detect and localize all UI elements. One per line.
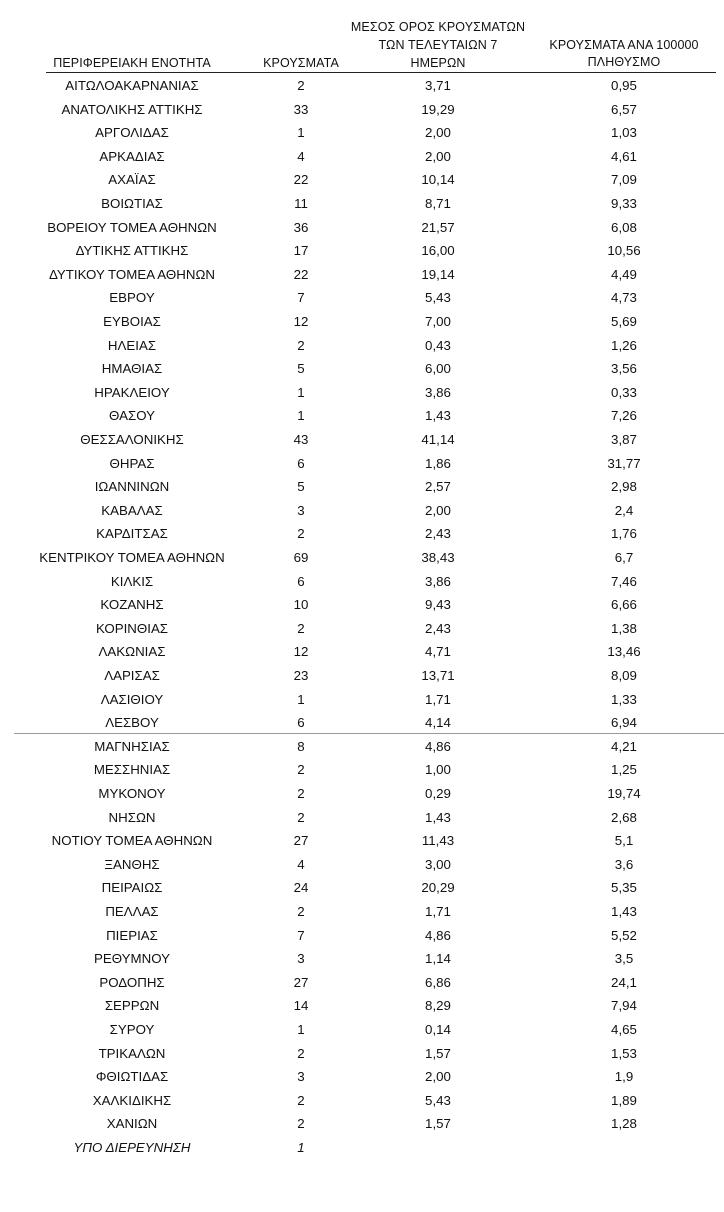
table-row xyxy=(0,546,724,569)
table-row xyxy=(0,570,724,593)
cell-region: ΗΛΕΙΑΣ xyxy=(107,337,157,353)
cell-region: ΛΑΣΙΘΙΟΥ xyxy=(100,691,164,707)
cell-avg7: 5,43 xyxy=(425,290,451,306)
cell-avg7: 6,00 xyxy=(425,361,451,377)
cell-per100k: 3,56 xyxy=(611,361,637,377)
table-row xyxy=(0,428,724,451)
cell-cases: 27 xyxy=(293,974,309,990)
cell-region: ΕΒΡΟΥ xyxy=(109,290,155,306)
cell-region: ΛΑΡΙΣΑΣ xyxy=(104,668,160,683)
cell-per100k: 9,33 xyxy=(611,196,637,211)
cell-region: ΒΟΡΕΙΟΥ ΤΟΜΕΑ ΑΘΗΝΩΝ xyxy=(47,219,217,235)
cell-per100k: 4,65 xyxy=(611,1022,637,1037)
cell-avg7: 3,86 xyxy=(425,384,451,400)
cell-region: ΑΧΑΪΑΣ xyxy=(108,172,156,188)
cell-cases: 2 xyxy=(297,1045,305,1061)
cell-per100k: 6,94 xyxy=(611,715,637,731)
header-avg7-line1: ΜΕΣΟΣ ΟΡΟΣ ΚΡΟΥΣΜΑΤΩΝ xyxy=(350,20,526,34)
cell-per100k: 3,5 xyxy=(614,951,634,967)
cell-cases: 14 xyxy=(293,998,309,1014)
cell-region: ΝΗΣΩΝ xyxy=(108,809,156,825)
cell-cases: 7 xyxy=(297,927,305,943)
cell-region: ΙΩΑΝΝΙΝΩΝ xyxy=(94,479,170,495)
cell-per100k: 7,26 xyxy=(611,408,637,424)
cell-region: ΡΟΔΟΠΗΣ xyxy=(99,974,165,990)
table-row xyxy=(0,334,724,357)
cell-cases: 22 xyxy=(293,266,309,282)
cell-avg7: 38,43 xyxy=(421,550,455,565)
cell-region: ΜΑΓΝΗΣΙΑΣ xyxy=(94,738,170,754)
table-row xyxy=(0,782,724,805)
table-row xyxy=(0,876,724,899)
cell-per100k: 4,49 xyxy=(611,266,637,282)
cell-region: ΑΝΑΤΟΛΙΚΗΣ ΑΤΤΙΚΗΣ xyxy=(61,101,203,117)
cell-region: ΛΑΚΩΝΙΑΣ xyxy=(98,644,166,660)
cell-avg7: 2,00 xyxy=(425,148,451,164)
cell-region: ΠΕΛΛΑΣ xyxy=(105,904,159,919)
cell-region: ΝΟΤΙΟΥ ΤΟΜΕΑ ΑΘΗΝΩΝ xyxy=(51,833,213,849)
cell-per100k: 0,95 xyxy=(611,78,637,93)
table-row xyxy=(0,593,724,616)
cell-cases: 3 xyxy=(297,1069,305,1085)
cell-cases: 2 xyxy=(297,78,305,93)
table-row xyxy=(0,286,724,309)
header-per100k-line1: ΚΡΟΥΣΜΑΤΑ ΑΝΑ 100000 xyxy=(549,38,699,52)
cell-region: ΠΙΕΡΙΑΣ xyxy=(106,927,158,943)
cell-avg7: 1,57 xyxy=(425,1116,451,1132)
cell-cases: 22 xyxy=(293,172,309,188)
cell-cases: 2 xyxy=(297,1116,305,1132)
cell-region: ΚΑΡΔΙΤΣΑΣ xyxy=(96,526,168,542)
cell-per100k: 0,33 xyxy=(611,384,637,400)
cell-avg7: 4,86 xyxy=(425,927,451,943)
cell-avg7: 0,43 xyxy=(425,337,451,353)
cell-avg7: 1,57 xyxy=(425,1045,451,1061)
table-row xyxy=(0,829,724,852)
cell-avg7: 0,14 xyxy=(425,1022,451,1037)
table-row xyxy=(0,711,724,734)
cell-cases: 3 xyxy=(297,951,305,967)
header-avg7-line2: ΤΩΝ ΤΕΛΕΥΤΑΙΩΝ 7 xyxy=(378,38,498,52)
table-row xyxy=(0,758,724,781)
cell-per100k: 4,73 xyxy=(611,290,637,306)
cell-avg7: 2,43 xyxy=(425,526,451,542)
cell-region: ΦΘΙΩΤΙΔΑΣ xyxy=(95,1069,169,1085)
cell-region: ΞΑΝΘΗΣ xyxy=(104,856,160,872)
cell-avg7: 21,57 xyxy=(421,219,455,235)
cell-region: ΚΙΛΚΙΣ xyxy=(110,573,154,589)
table-row xyxy=(0,1089,724,1112)
cell-per100k: 6,08 xyxy=(611,219,637,235)
cell-cases: 5 xyxy=(297,361,305,377)
cell-region: ΘΑΣΟΥ xyxy=(109,408,155,424)
header-avg7-line3: ΗΜΕΡΩΝ xyxy=(410,56,466,70)
table-row xyxy=(0,900,724,923)
cell-avg7: 8,29 xyxy=(425,998,451,1014)
table-row xyxy=(0,640,724,663)
cell-per100k: 5,1 xyxy=(614,833,634,849)
table-row xyxy=(0,688,724,711)
cell-cases: 33 xyxy=(293,101,309,117)
cell-cases: 1 xyxy=(297,408,305,424)
cell-region: ΔΥΤΙΚΗΣ ΑΤΤΙΚΗΣ xyxy=(75,243,189,259)
cell-region: ΑΡΚΑΔΙΑΣ xyxy=(99,148,165,164)
cell-per100k: 1,76 xyxy=(611,526,637,542)
cell-per100k: 1,38 xyxy=(611,620,637,636)
table-row xyxy=(0,216,724,239)
cell-cases: 2 xyxy=(297,1092,305,1108)
cell-cases: 23 xyxy=(293,668,309,683)
cell-cases: 2 xyxy=(297,762,305,778)
cell-avg7: 2,00 xyxy=(425,1069,451,1085)
cell-region: ΗΜΑΘΙΑΣ xyxy=(101,361,163,377)
cell-per100k: 1,9 xyxy=(614,1069,634,1085)
cell-region: ΒΟΙΩΤΙΑΣ xyxy=(101,196,163,211)
table-row xyxy=(0,994,724,1017)
cell-cases: 1 xyxy=(297,125,305,141)
cell-cases: 6 xyxy=(297,455,305,471)
cell-per100k: 1,53 xyxy=(611,1045,637,1061)
cell-cases: 4 xyxy=(297,856,305,872)
cell-region: ΥΠΟ ΔΙΕΡΕΥΝΗΣΗ xyxy=(73,1140,191,1155)
cell-avg7: 41,14 xyxy=(421,432,455,447)
header-region: ΠΕΡΙΦΕΡΕΙΑΚΗ ΕΝΟΤΗΤΑ xyxy=(53,56,211,70)
table-row xyxy=(0,357,724,380)
table-row xyxy=(0,735,724,758)
cell-avg7: 16,00 xyxy=(421,243,455,259)
cell-region: ΑΡΓΟΛΙΔΑΣ xyxy=(95,125,169,141)
cell-cases: 1 xyxy=(297,384,305,400)
cell-region: ΚΟΖΑΝΗΣ xyxy=(100,597,164,613)
table-row xyxy=(0,924,724,947)
cell-per100k: 5,69 xyxy=(611,314,637,329)
cell-region: ΠΕΙΡΑΙΩΣ xyxy=(101,880,163,896)
cell-cases: 5 xyxy=(297,479,305,495)
header-per100k-line2: ΠΛΗΘΥΣΜΟ xyxy=(587,55,661,69)
cell-per100k: 1,33 xyxy=(611,691,637,707)
table-row xyxy=(0,1018,724,1041)
cell-avg7: 0,29 xyxy=(425,786,451,801)
cell-cases: 7 xyxy=(297,290,305,306)
cell-avg7: 4,14 xyxy=(425,715,451,731)
table-row xyxy=(0,1065,724,1088)
table-row xyxy=(0,310,724,333)
cell-per100k: 1,26 xyxy=(611,337,637,353)
cell-avg7: 3,71 xyxy=(425,78,451,93)
table-row xyxy=(0,1042,724,1065)
table-row xyxy=(0,664,724,687)
cell-region: ΚΟΡΙΝΘΙΑΣ xyxy=(95,620,169,636)
cell-region: ΕΥΒΟΙΑΣ xyxy=(103,314,161,329)
table-row xyxy=(0,853,724,876)
cell-cases: 11 xyxy=(294,196,308,211)
cell-per100k: 24,1 xyxy=(611,974,637,990)
cell-avg7: 2,00 xyxy=(425,502,451,518)
table-row xyxy=(0,452,724,475)
cell-cases: 2 xyxy=(297,904,305,919)
cell-avg7: 8,71 xyxy=(425,196,451,211)
table-row xyxy=(0,192,724,215)
cell-per100k: 19,74 xyxy=(607,786,641,801)
cell-cases: 1 xyxy=(297,691,305,707)
cell-per100k: 1,89 xyxy=(611,1092,637,1108)
cell-cases: 2 xyxy=(297,337,305,353)
cell-avg7: 1,00 xyxy=(425,762,451,778)
table-row xyxy=(0,239,724,262)
cell-region: ΗΡΑΚΛΕΙΟΥ xyxy=(94,384,170,400)
header-cases: ΚΡΟΥΣΜΑΤΑ xyxy=(263,56,339,70)
cell-cases: 1 xyxy=(297,1022,305,1037)
cell-avg7: 20,29 xyxy=(421,880,455,896)
cell-region: ΣΕΡΡΩΝ xyxy=(104,998,160,1014)
cell-per100k: 1,03 xyxy=(611,125,637,141)
cell-region: ΔΥΤΙΚΟΥ ΤΟΜΕΑ ΑΘΗΝΩΝ xyxy=(49,266,215,282)
cell-per100k: 1,25 xyxy=(611,762,637,778)
table-row xyxy=(0,145,724,168)
cell-per100k: 6,57 xyxy=(611,101,637,117)
cell-avg7: 4,86 xyxy=(425,738,451,754)
cell-cases: 3 xyxy=(297,502,305,518)
cell-cases: 2 xyxy=(297,786,305,801)
cell-cases: 24 xyxy=(293,880,309,896)
cell-avg7: 2,43 xyxy=(425,620,451,636)
table-row xyxy=(0,971,724,994)
cell-avg7: 5,43 xyxy=(425,1092,451,1108)
table-header xyxy=(0,0,724,76)
cell-avg7: 9,43 xyxy=(425,597,451,613)
cell-per100k: 5,35 xyxy=(611,880,637,896)
cell-avg7: 10,14 xyxy=(421,172,455,188)
cell-region: ΜΥΚΟΝΟΥ xyxy=(98,786,166,801)
cell-cases: 8 xyxy=(297,738,305,754)
cell-avg7: 13,71 xyxy=(421,668,455,683)
table-row xyxy=(0,1112,724,1135)
cell-cases: 1 xyxy=(297,1140,305,1155)
cell-region: ΑΙΤΩΛΟΑΚΑΡΝΑΝΙΑΣ xyxy=(65,78,199,93)
cell-avg7: 1,71 xyxy=(425,904,451,919)
cell-per100k: 8,09 xyxy=(611,668,637,683)
cell-cases: 12 xyxy=(293,314,309,329)
cell-per100k: 4,61 xyxy=(611,148,637,164)
table-row xyxy=(0,74,724,97)
table-row xyxy=(0,806,724,829)
cell-cases: 27 xyxy=(293,833,309,849)
cell-cases: 2 xyxy=(297,526,305,542)
cell-region: ΘΕΣΣΑΛΟΝΙΚΗΣ xyxy=(80,432,184,447)
cell-per100k: 2,98 xyxy=(611,479,637,495)
cell-per100k: 5,52 xyxy=(611,927,637,943)
cell-per100k: 10,56 xyxy=(607,243,641,259)
cell-per100k: 6,7 xyxy=(614,550,634,565)
cell-cases: 10 xyxy=(293,597,309,613)
cell-cases: 36 xyxy=(293,219,309,235)
cell-avg7: 1,14 xyxy=(425,951,451,967)
cell-avg7: 6,86 xyxy=(425,974,451,990)
cell-region: ΤΡΙΚΑΛΩΝ xyxy=(98,1045,166,1061)
cell-cases: 2 xyxy=(297,809,305,825)
table-row xyxy=(0,475,724,498)
table-row xyxy=(0,168,724,191)
cell-per100k: 1,43 xyxy=(611,904,637,919)
cell-per100k: 13,46 xyxy=(607,644,641,660)
cell-per100k: 6,66 xyxy=(611,597,637,613)
cell-per100k: 3,87 xyxy=(611,432,637,447)
cell-avg7: 4,71 xyxy=(425,644,451,660)
cell-cases: 69 xyxy=(293,550,309,565)
cell-avg7: 19,29 xyxy=(421,101,455,117)
cell-cases: 12 xyxy=(293,644,309,660)
cell-avg7: 7,00 xyxy=(425,314,451,329)
cell-region: ΜΕΣΣΗΝΙΑΣ xyxy=(93,762,171,778)
table-row xyxy=(0,121,724,144)
cell-per100k: 7,46 xyxy=(611,573,637,589)
table-row xyxy=(0,263,724,286)
cell-avg7: 1,43 xyxy=(425,809,451,825)
cell-avg7: 19,14 xyxy=(421,266,455,282)
cell-avg7: 3,86 xyxy=(425,573,451,589)
cell-region: ΚΕΝΤΡΙΚΟΥ ΤΟΜΕΑ ΑΘΗΝΩΝ xyxy=(39,550,225,565)
cell-cases: 43 xyxy=(293,432,309,447)
cell-per100k: 7,94 xyxy=(611,998,637,1014)
cell-per100k: 7,09 xyxy=(611,172,637,188)
cell-per100k: 1,28 xyxy=(611,1116,637,1132)
cell-avg7: 2,57 xyxy=(425,479,451,495)
cell-region: ΧΑΛΚΙΔΙΚΗΣ xyxy=(92,1092,172,1108)
cell-avg7: 3,00 xyxy=(425,856,451,872)
cell-per100k: 2,4 xyxy=(614,502,634,518)
cell-avg7: 1,71 xyxy=(425,691,451,707)
cell-avg7: 11,43 xyxy=(421,833,455,849)
cell-region: ΛΕΣΒΟΥ xyxy=(105,715,159,731)
table-row xyxy=(0,617,724,640)
cell-per100k: 4,21 xyxy=(611,738,637,754)
cell-per100k: 2,68 xyxy=(611,809,637,825)
cell-per100k: 3,6 xyxy=(614,856,634,872)
cell-cases: 2 xyxy=(297,620,305,636)
header-underline xyxy=(46,72,716,73)
cell-cases: 6 xyxy=(297,715,305,731)
table-row xyxy=(0,499,724,522)
cell-cases: 6 xyxy=(297,573,305,589)
cell-region: ΚΑΒΑΛΑΣ xyxy=(101,502,163,518)
cell-region: ΣΥΡΟΥ xyxy=(109,1022,155,1037)
table-row xyxy=(0,947,724,970)
table-row xyxy=(0,381,724,404)
cell-region: ΧΑΝΙΩΝ xyxy=(106,1116,158,1132)
cell-avg7: 1,43 xyxy=(425,408,451,424)
cell-region: ΡΕΘΥΜΝΟΥ xyxy=(94,951,170,967)
cell-region: ΘΗΡΑΣ xyxy=(109,455,155,471)
table-row xyxy=(0,98,724,121)
table-row-under-investigation xyxy=(0,1136,724,1159)
cell-avg7: 2,00 xyxy=(425,125,451,141)
table-row xyxy=(0,522,724,545)
cell-cases: 17 xyxy=(293,243,309,259)
cell-cases: 4 xyxy=(297,148,305,164)
table-row xyxy=(0,404,724,427)
cell-per100k: 31,77 xyxy=(607,455,641,471)
cell-avg7: 1,86 xyxy=(425,455,451,471)
